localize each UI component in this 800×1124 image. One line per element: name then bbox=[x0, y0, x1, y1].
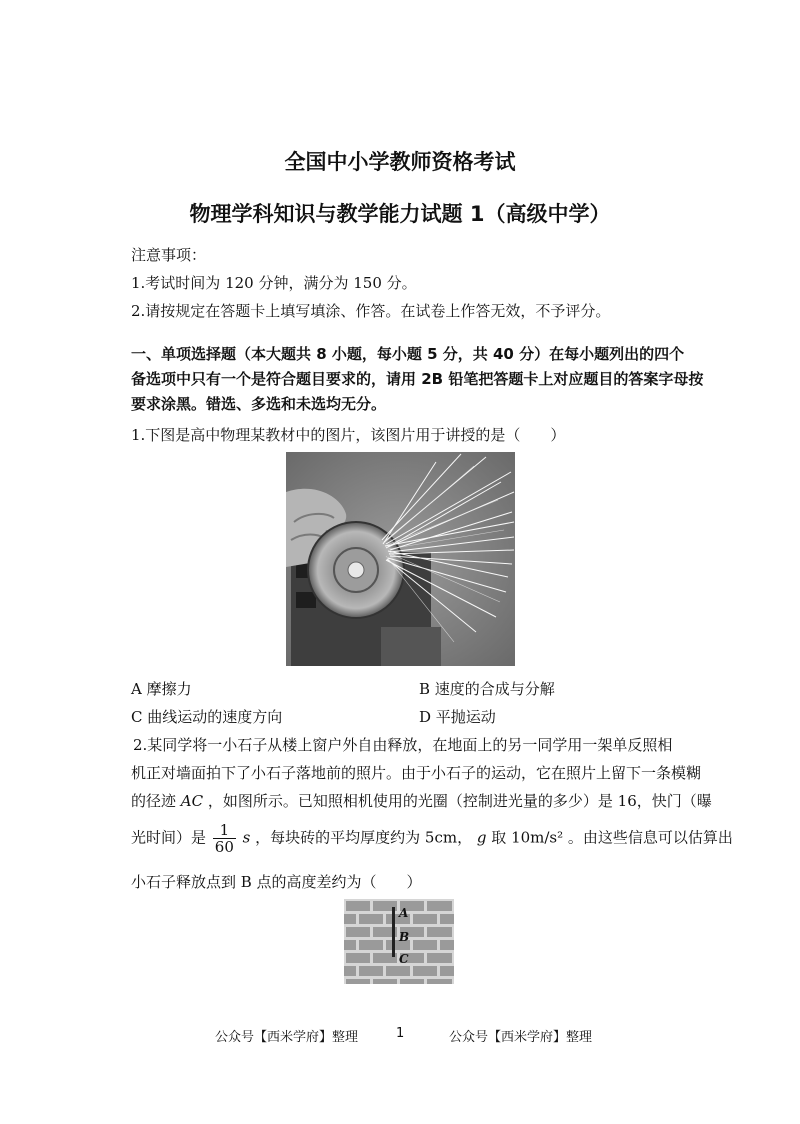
q2-line4-mid: ，每块砖的平均厚度约为 5cm， bbox=[255, 828, 473, 847]
q2-line1 bbox=[131, 734, 672, 755]
gravity-value: 10m/s² bbox=[511, 828, 564, 847]
q1-option-b: B 速度的合成与分解 bbox=[419, 680, 555, 698]
q1-option-d: D 平抛运动 bbox=[419, 708, 496, 726]
q2-line3-post: ，如图所示。已知照相机使用的光圈（控制进光量的多少）是 16，快门（曝 bbox=[207, 792, 712, 810]
brick-wall-illustration bbox=[344, 899, 454, 984]
q1-option-c: C 曲线运动的速度方向 bbox=[131, 708, 283, 726]
exam-subtitle: 物理学科知识与教学能力试题 1（高级中学） bbox=[189, 202, 611, 226]
grinder-sparks-illustration bbox=[286, 452, 515, 666]
notice-item-2: 2.请按规定在答题卡上填写填涂、作答。在试卷上作答无效，不予评分。 bbox=[131, 302, 611, 320]
q2-line1-text: 2.某同学将一小石子从楼上窗户外自由释放，在地面上的另一同学用一架单反照相 bbox=[133, 736, 673, 754]
section1-line2: 备选项中只有一个是符合题目要求的，请用 2B 铅笔把答题卡上对应题目的答案字母按 bbox=[131, 370, 704, 388]
label-a: A bbox=[399, 906, 409, 920]
gravity-symbol: g bbox=[476, 828, 487, 847]
label-c: C bbox=[399, 952, 409, 966]
brick-wall-photo bbox=[344, 899, 454, 984]
section1-line1: 一、单项选择题（本大题共 8 小题，每小题 5 分，共 40 分）在每小题列出的四个 bbox=[131, 345, 685, 363]
q2-line4-take: 取 bbox=[491, 828, 507, 847]
q2-line4-post: 。由这些信息可以估算出 bbox=[567, 828, 733, 847]
fraction-denominator: 60 bbox=[214, 838, 234, 856]
q2-var-ac: AC bbox=[180, 792, 204, 810]
footer-page-number: 1 bbox=[396, 1026, 405, 1041]
label-b: B bbox=[399, 930, 410, 944]
q1-stem: 1.下图是高中物理某教材中的图片，该图片用于讲授的是（ ） bbox=[131, 426, 566, 444]
footer-left: 公众号【西米学府】整理 bbox=[215, 1030, 359, 1045]
q2-line4-pre: 光时间）是 bbox=[131, 828, 207, 847]
stone-track bbox=[392, 907, 395, 957]
q2-line4 bbox=[131, 822, 733, 855]
section1-line3: 要求涂黑。错选、多选和未选均无分。 bbox=[131, 395, 387, 413]
shutter-fraction bbox=[213, 822, 236, 855]
fraction-numerator: 1 bbox=[213, 822, 236, 839]
q1-option-a: A 摩擦力 bbox=[131, 680, 192, 698]
grinder-sparks-photo bbox=[286, 452, 515, 666]
q2-line3-pre: 的径迹 bbox=[131, 792, 177, 810]
q2-line5: 小石子释放点到 B 点的高度差约为（ ） bbox=[131, 873, 422, 891]
notice-heading: 注意事项： bbox=[131, 246, 207, 264]
q2-line2: 机正对墙面拍下了小石子落地前的照片。由于小石子的运动，它在照片上留下一条模糊 bbox=[131, 764, 702, 782]
unit-seconds: s bbox=[242, 828, 251, 847]
notice-item-1: 1.考试时间为 120 分钟，满分为 150 分。 bbox=[131, 274, 417, 292]
footer-right: 公众号【西米学府】整理 bbox=[449, 1030, 593, 1045]
q2-line3 bbox=[131, 790, 712, 811]
exam-title: 全国中小学教师资格考试 bbox=[284, 150, 516, 174]
